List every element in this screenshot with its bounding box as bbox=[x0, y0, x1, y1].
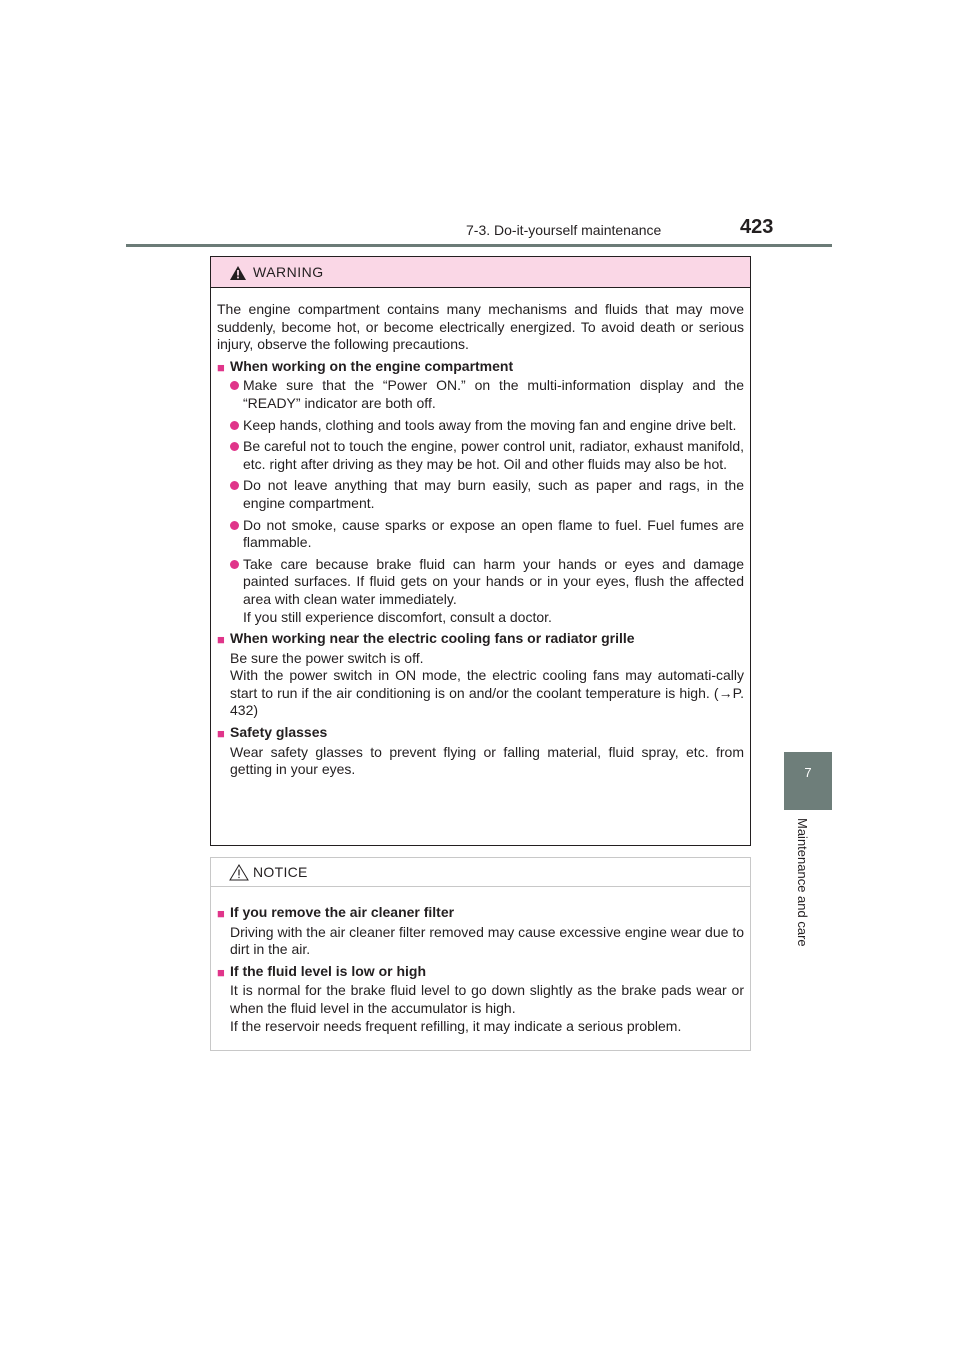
section-text: Wear safety glasses to prevent flying or falling material, fluid spray, etc. from getting in your eyes. bbox=[230, 743, 744, 778]
section-text: Driving with the air cleaner filter removed may cause excessive engine wear due to dirt in the air. bbox=[230, 923, 744, 958]
circle-bullet-icon bbox=[230, 421, 239, 430]
header-rule bbox=[126, 244, 832, 247]
circle-bullet-icon bbox=[230, 481, 239, 490]
caution-triangle-icon bbox=[229, 864, 249, 884]
warning-body bbox=[211, 288, 750, 779]
circle-bullet-icon bbox=[230, 381, 239, 390]
cross-reference-text[interactable]: With the power switch in ON mode, the electric cooling fans may automati-cally start to run if the air conditioning is on and/or the coolant temperature is high. (→P. 432) bbox=[230, 667, 744, 719]
notice-title: NOTICE bbox=[253, 864, 308, 880]
square-bullet-icon: ■ bbox=[217, 632, 225, 648]
circle-bullet-icon bbox=[230, 560, 239, 569]
warning-title: WARNING bbox=[253, 264, 324, 280]
section-heading: ■ If you remove the air cleaner filter bbox=[217, 904, 455, 921]
section-heading: ■ When working on the engine compartment bbox=[217, 357, 514, 375]
section-text: Be sure the power switch is off. With the power switch in ON mode, the electric cooling fans may automati-cally start to run if the air conditioning is on and/or the coolant temperature is high. (→P. 432) bbox=[230, 649, 744, 719]
list-item: Do not leave anything that may burn easily, such as paper and rags, in the engine compartment. bbox=[217, 477, 744, 512]
section-heading: ■ If the fluid level is low or high bbox=[217, 962, 427, 980]
square-bullet-icon: ■ bbox=[217, 906, 225, 921]
notice-body bbox=[211, 887, 750, 1035]
square-bullet-icon: ■ bbox=[217, 359, 225, 375]
square-bullet-icon: ■ bbox=[217, 964, 225, 980]
circle-bullet-icon bbox=[230, 521, 239, 530]
circle-bullet-icon bbox=[230, 442, 239, 451]
warning-intro: The engine compartment contains many mechanisms and fluids that may move suddenly, become hot, or become electrically energized. To avoid death or serious injury, observe the following precautions. bbox=[217, 301, 744, 353]
chapter-tab-number[interactable]: 7 bbox=[784, 752, 832, 810]
square-bullet-icon: ■ bbox=[217, 726, 225, 742]
list-item: Take care because brake fluid can harm your hands or eyes and damage painted surfaces. If fluid gets on your hands or in your eyes, flush the affected area with clean water immediately. If you still experience discomfort, consult a doctor. bbox=[217, 556, 744, 626]
section-heading: ■ When working near the electric cooling fans or radiator grille bbox=[217, 630, 635, 648]
warning-box bbox=[210, 256, 751, 846]
notice-header bbox=[211, 858, 750, 887]
list-item: Do not smoke, cause sparks or expose an open flame to fuel. Fuel fumes are flammable. bbox=[217, 517, 744, 552]
section-heading: ■ Safety glasses bbox=[217, 724, 328, 742]
list-item: Be careful not to touch the engine, power control unit, radiator, exhaust manifold, etc. right after driving as they may be hot. Oil and other fluids may also be hot. bbox=[217, 438, 744, 473]
chapter-tab-label: Maintenance and care bbox=[795, 818, 810, 947]
list-item: Make sure that the “Power ON.” on the multi-information display and the “READY” indicator are both off. bbox=[217, 377, 744, 412]
list-item-extra: If you still experience discomfort, consult a doctor. bbox=[243, 608, 552, 625]
page-number: 423 bbox=[740, 216, 774, 238]
section-text: It is normal for the brake fluid level to go down slightly as the brake pads wear or when the fluid level in the accumulator is high. If the reservoir needs frequent refilling, it may indicate a serious problem. bbox=[230, 982, 744, 1034]
warning-header bbox=[211, 257, 750, 288]
notice-box bbox=[210, 857, 751, 1051]
warning-triangle-icon bbox=[229, 265, 247, 284]
section-title: 7-3. Do-it-yourself maintenance bbox=[466, 222, 662, 238]
list-item: Keep hands, clothing and tools away from the moving fan and engine drive belt. bbox=[217, 417, 744, 435]
